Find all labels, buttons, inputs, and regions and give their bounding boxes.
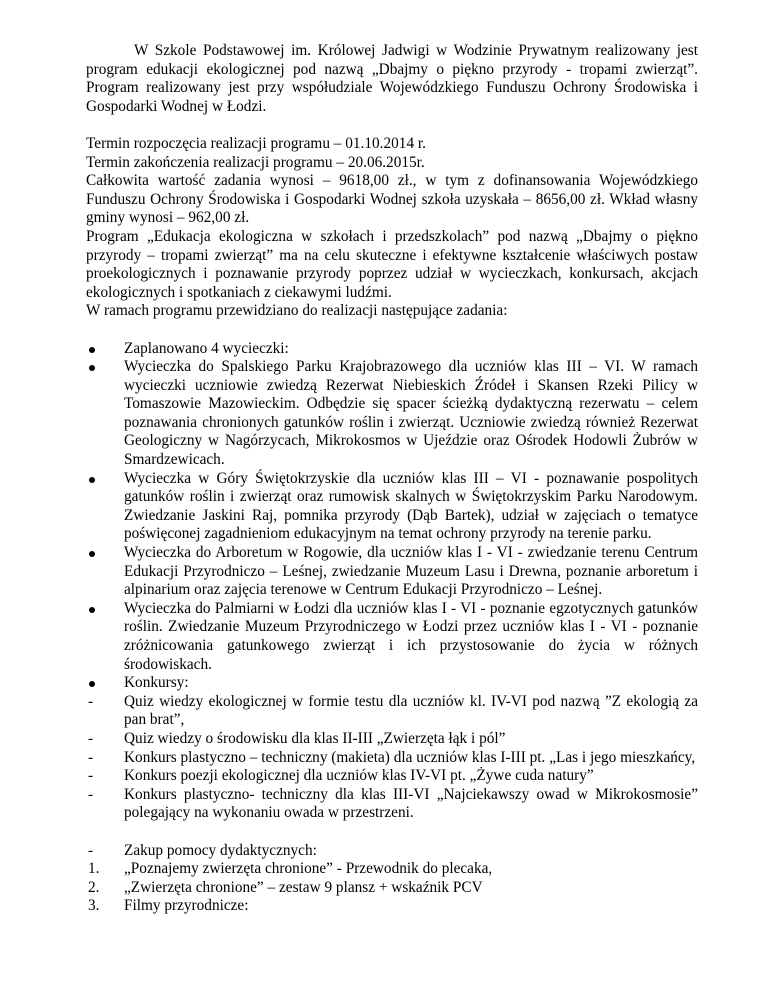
list-item [86,767,698,786]
contest-quiz-environment: Quiz wiedzy o środowisku dla klas II-III „Zwierzęta łąk i pól” [124,729,506,747]
trip-arboretum: Wycieczka do Arboretum w Rogowie, dla uczniów klas I - VI - zwiedzanie terenu Centrum Edukacji Przyrodniczo – Leśnej, zwiedzanie Muzeum Lasu i Drewna, poznanie arboretum i alpinarium oraz zajęcia terenowe w Centrum Edukacji Przyrodniczo – Leśnej. [124,544,698,599]
dash-marker: - [88,692,94,710]
dash-marker: - [88,785,94,803]
list-item [86,842,698,861]
list-item [86,749,698,768]
list-number: 3. [88,897,100,915]
bullet-icon [89,551,95,557]
list-item [86,786,698,823]
bullet-icon [89,607,95,613]
contest-insect: Konkurs plastyczno- techniczny dla klas III-VI „Najciekawszy owad w Mikrokosmosie” polegający na wykonaniu owada w przestrzeni. [124,785,698,822]
list-item [86,470,698,544]
list-item [86,544,698,600]
trip-swietokrzyskie: Wycieczka w Góry Świętokrzyskie dla uczniów klas III – VI - poznawanie pospolitych gatunków roślin i zwierząt oraz rumowisk skalnych w Świętokrzyskim Parku Narodowym. Zwiedzanie Jaskini Raj, pomnika przyrody (Dąb Bartek), udział w zajęciach o tematyce poświęconej zagadnieniom edukacyjnym na temat ochrony przyrody na terenie parku. [124,469,698,543]
spacer [86,823,698,842]
purchase-boards: „Zwierzęta chronione” – zestaw 9 plansz + wskaźnik PCV [124,878,483,896]
list-item [86,897,698,916]
list-item [86,674,698,693]
list-item [86,879,698,898]
tasks-intro-line: W ramach programu przewidziano do realizacji następujące zadania: [86,302,508,320]
program-description-paragraph: Program „Edukacja ekologiczna w szkołach i przedszkolach” pod nazwą „Dbajmy o piękno przyrody – tropami zwierząt” ma na celu skuteczne i efektywne kształcenie właściwych postaw proekologicznych i poznawanie przyrody poprzez udział w wycieczkach, konkursach, akcjach ekologicznych i spotkaniach z ciekawymi ludźmi. [86,227,698,301]
bullet-icon [89,681,95,687]
purchase-heading: Zakup pomocy dydaktycznych: [124,841,317,859]
dash-marker: - [88,841,94,859]
intro-paragraph: W Szkole Podstawowej im. Królowej Jadwigi w Wodzinie Prywatnym realizowany jest program edukacji ekologicznej pod nazwą „Dbajmy o piękno przyrody - tropami zwierząt”. Program realizowany jest przy współudziale Wojewódzkiego Funduszu Ochrony Środowiska i Gospodarki Wodnej w Łodzi. [86,42,698,115]
spacer [86,321,698,340]
dash-marker: - [88,729,94,747]
bullet-icon [89,477,95,483]
contest-quiz-ecology: Quiz wiedzy ekologicznej w formie testu dla uczniów kl. IV-VI pod nazwą ”Z ekologią za pan brat”, [124,692,698,729]
bullet-icon [89,347,95,353]
end-date-line: Termin zakończenia realizacji programu – 20.06.2015r. [86,153,425,171]
list-item [86,693,698,730]
list-item [86,358,698,470]
contests-heading: Konkursy: [124,674,189,692]
list-item [86,860,698,879]
purchase-guide: „Poznajemy zwierzęta chronione” - Przewodnik do plecaka, [124,860,493,878]
list-number: 1. [88,860,100,878]
list-item [86,730,698,749]
dash-marker: - [88,767,94,785]
list-item [86,600,698,674]
dash-marker: - [88,748,94,766]
trips-heading: Zaplanowano 4 wycieczki: [124,339,289,357]
trip-spala: Wycieczka do Spalskiego Parku Krajobrazowego dla uczniów klas III – VI. W ramach wycieczki uczniowie zwiedzą Rezerwat Niebieskich Źródeł i Skansen Rzeki Pilicy w Tomaszowie Mazowieckim. Odbędzie się spacer ścieżką dydaktyczną rezerwatu – celem poznawania chronionych gatunków roślin i zwierząt. Uczniowie zwiedzą również Rezerwat Geologiczny w Nagórzycach, Mikrokosmos w Ujeździe oraz Ośrodek Hodowli Żubrów w Smardzewicach. [124,358,698,469]
contest-poetry: Konkurs poezji ekologicznej dla uczniów klas IV-VI pt. „Żywe cuda natury” [124,767,594,785]
start-date-line: Termin rozpoczęcia realizacji programu – 01.10.2014 r. [86,134,426,152]
contest-model: Konkurs plastyczno – techniczny (makieta) dla uczniów klas I-III pt. „Las i jego mieszkańcy, [124,748,696,766]
list-number: 2. [88,878,100,896]
purchase-films: Filmy przyrodnicze: [124,897,249,915]
list-item [86,340,698,359]
total-value-paragraph: Całkowita wartość zadania wynosi – 9618,00 zł., w tym z dofinansowania Wojewódzkiego Funduszu Ochrony Środowiska i Gospodarki Wodnej szkoła uzyskała – 8656,00 zł. Wkład własny gminy wynosi – 962,00 zł. [86,172,698,227]
spacer [86,116,698,135]
trip-palmiarnia: Wycieczka do Palmiarni w Łodzi dla uczniów klas I - VI - poznanie egzotycznych gatunków roślin. Zwiedzanie Muzeum Przyrodniczego w Łodzi przez uczniów klas I - VI - poznanie zróżnicowania gatunkowego zwierząt i ich przystosowanie do życia w różnych środowiskach. [124,599,698,673]
bullet-icon [89,365,95,371]
